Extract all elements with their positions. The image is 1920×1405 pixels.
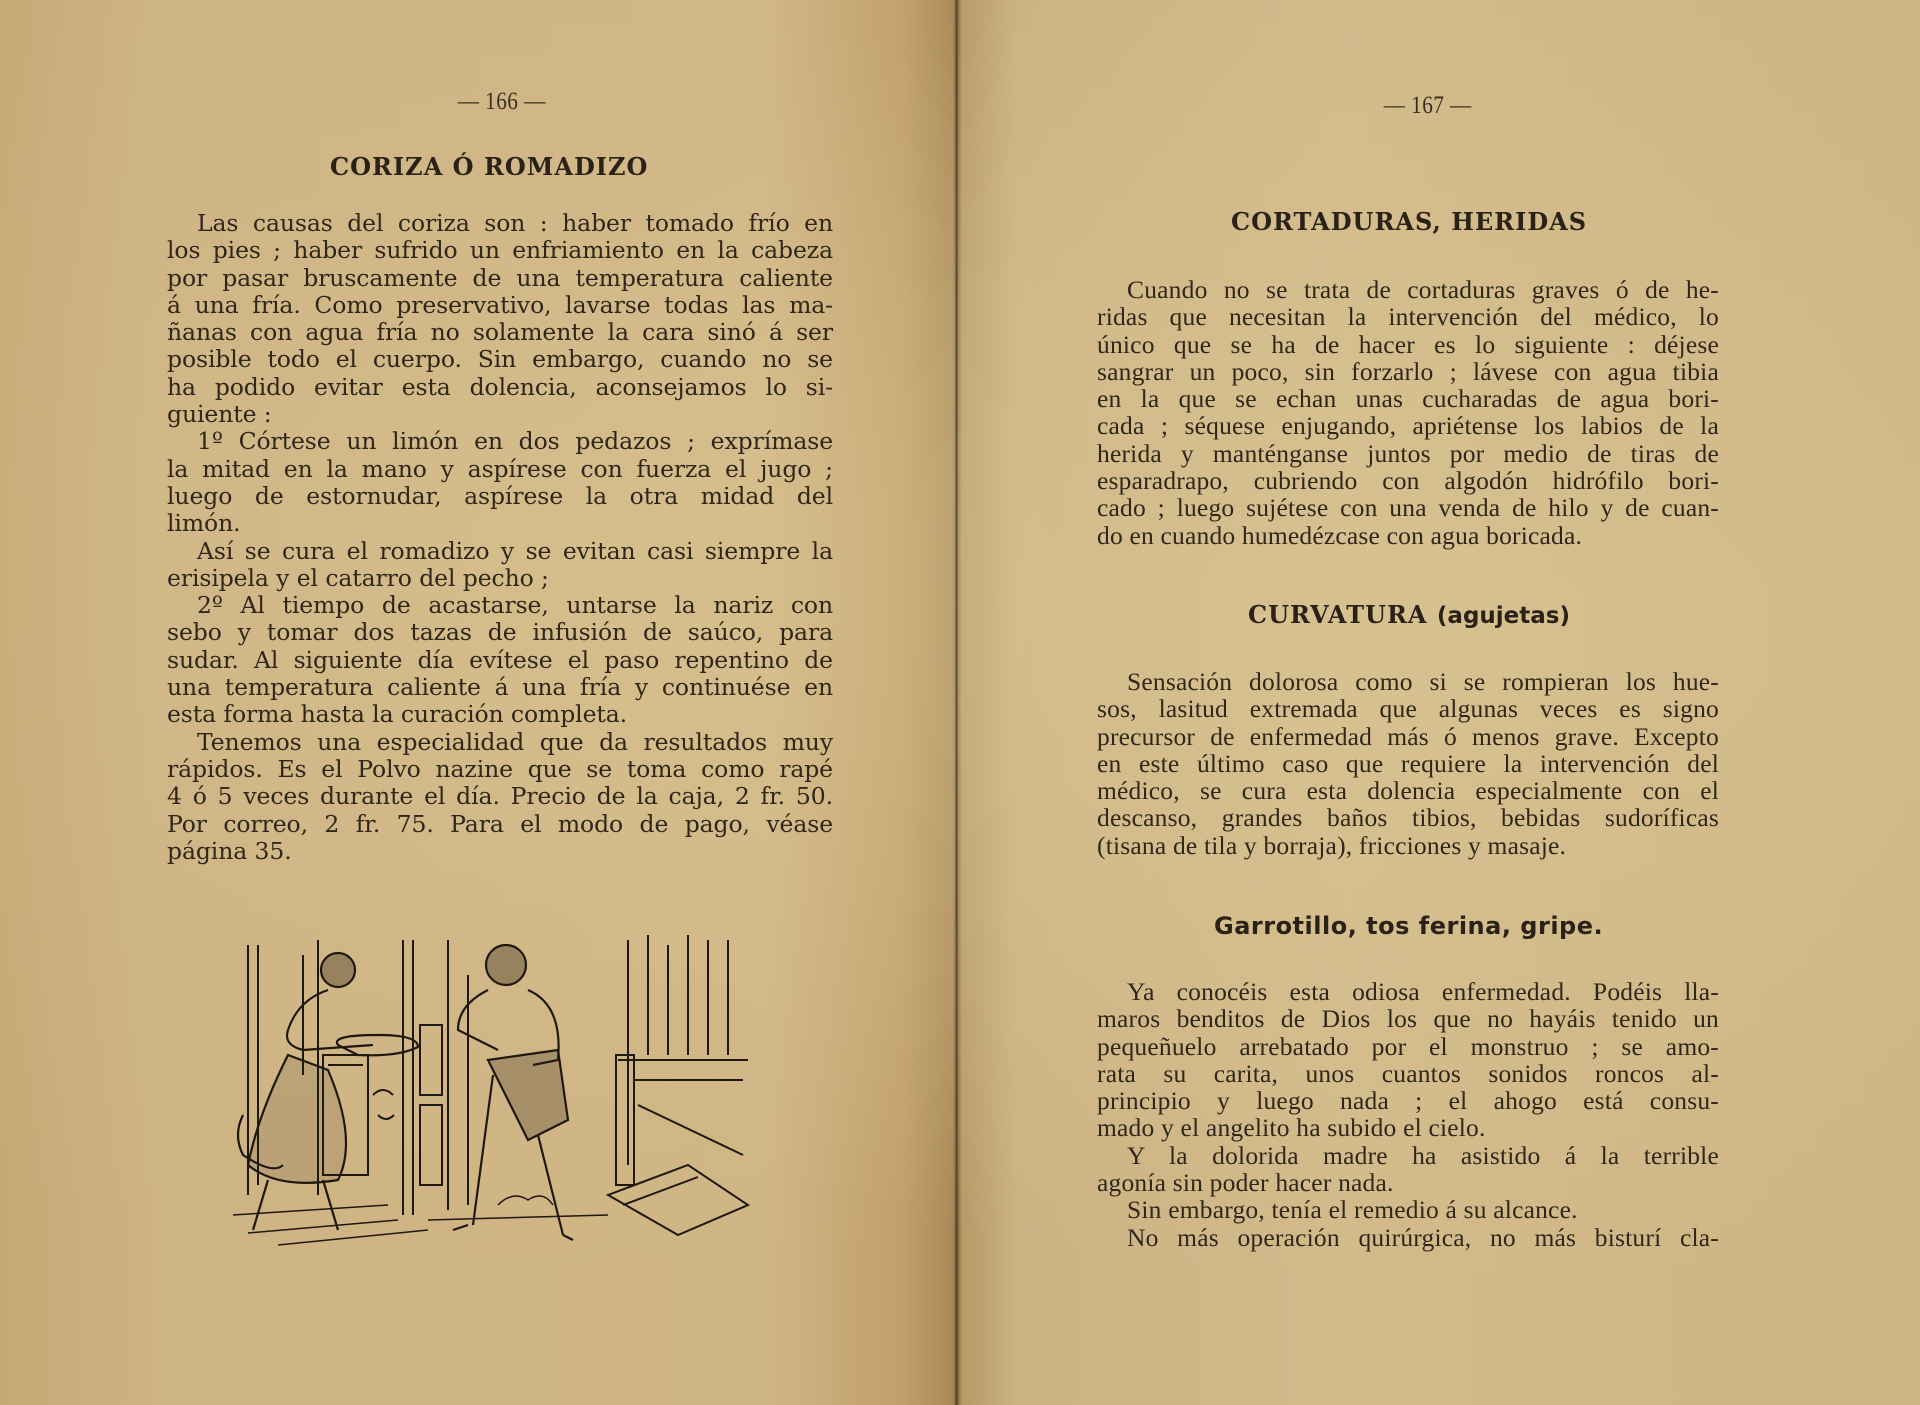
text-line: por pasar bruscamente de una temperatura caliente <box>167 263 833 292</box>
text-line: página 35. <box>167 836 292 865</box>
text-line: Las causas del coriza son : haber tomado frío en <box>197 209 833 237</box>
text-line: maros benditos de Dios los que no hayáis tenido un <box>1097 1004 1719 1034</box>
text-line: Ya conocéis esta odiosa enfermedad. Podéis lla- <box>1127 977 1719 1006</box>
text-line: descanso, grandes baños tibios, bebidas sudoríficas <box>1097 803 1719 833</box>
heading-curvatura-main: CURVATURA <box>1248 600 1428 629</box>
text-line: 2º Al tiempo de acastarse, untarse la nariz con <box>197 591 833 620</box>
text-line: en este último caso que requiere la intervención del <box>1097 748 1719 778</box>
text-line: ridas que necesitan la intervención del médico, lo <box>1097 302 1719 332</box>
text-line: sebo y tomar dos tazas de infusión de saúco, para <box>167 618 833 647</box>
text-line: rata su carita, unos cuantos sonidos roncos al- <box>1097 1058 1719 1088</box>
page-number-left: — 166 — <box>457 88 546 115</box>
text-line: (tisana de tila y borraja), fricciones y masaje. <box>1097 830 1567 860</box>
text-line: á una fría. Como preservativo, lavarse todas las ma- <box>167 290 833 319</box>
text-line: cada ; séquese enjugando, apriétense los labios de la <box>1097 411 1719 441</box>
text-line: la mitad en la mano y aspírese con fuerza el jugo ; <box>167 454 833 483</box>
text-line: limón. <box>167 509 241 538</box>
text-line: Tenemos una especialidad que da resultados muy <box>197 727 833 756</box>
text-line: Por correo, 2 fr. 75. Para el modo de pago, véase <box>167 809 833 838</box>
heading-cortaduras: CORTADURAS, HERIDAS <box>1231 207 1588 236</box>
page-number-right: — 167 — <box>1383 92 1472 119</box>
heading-coriza: CORIZA Ó ROMADIZO <box>330 152 649 181</box>
left-page <box>0 0 957 1405</box>
text-line: Sensación dolorosa como si se rompieran los hue- <box>1127 667 1719 696</box>
text-line: do en cuando humedézcase con agua boricada. <box>1097 520 1583 550</box>
text-line: una temperatura caliente á una fría y continuése en <box>167 673 833 702</box>
text-line: precursor de enfermedad más ó menos grave. Excepto <box>1097 721 1719 751</box>
text-line: esparadrapo, cubriendo con algodón hidrófilo bori- <box>1097 466 1719 496</box>
text-line: 1º Córtese un limón en dos pedazos ; exprímase <box>197 427 833 456</box>
text-line: ñanas con agua fría no solamente la cara sinó á ser <box>167 318 833 347</box>
paragraphs-coriza <box>167 210 833 865</box>
text-line: ha podido evitar esta dolencia, aconsejamos lo si- <box>167 372 833 401</box>
text-line: Y la dolorida madre ha asistido á la terrible <box>1127 1140 1719 1170</box>
text-line: guiente : <box>167 400 272 429</box>
text-line: mado y el angelito ha subido el cielo. <box>1097 1113 1486 1143</box>
text-line: Así se cura el romadizo y se evitan casi siempre la <box>197 536 833 565</box>
heading-curvatura-sub: (agujetas) <box>1436 603 1570 629</box>
paragraphs-curvatura <box>1097 668 1719 859</box>
text-line: No más operación quirúrgica, no más bisturí cla- <box>1127 1222 1719 1252</box>
text-line: único que se ha de hacer es lo siguiente : déjese <box>1097 329 1719 359</box>
paragraphs-cortaduras <box>1097 276 1719 549</box>
text-line: sangrar un poco, sin forzarlo ; lávese con agua tibia <box>1097 356 1719 386</box>
text-line: pequeñuelo arrebatado por el monstruo ; se amo- <box>1097 1031 1719 1061</box>
text-line: médico, se cura esta dolencia especialmente con el <box>1097 776 1719 806</box>
right-page <box>958 0 1920 1405</box>
woodcut-illustration <box>228 915 763 1250</box>
text-line: sudar. Al siguiente día evítese el paso repentino de <box>167 645 833 674</box>
text-line: los pies ; haber sufrido un enfriamiento en la cabeza <box>167 236 833 265</box>
text-line: sos, lasitud extremada que algunas veces es signo <box>1097 694 1719 724</box>
text-line: 4 ó 5 veces durante el día. Precio de la caja, 2 fr. 50. <box>167 782 833 811</box>
text-line: rápidos. Es el Polvo nazine que se toma como rapé <box>167 754 833 783</box>
text-line: Cuando no se trata de cortaduras graves ó de he- <box>1127 275 1719 304</box>
woman-figure <box>238 953 418 1230</box>
door-center <box>373 940 468 1215</box>
text-line: Sin embargo, tenía el remedio á su alcance. <box>1127 1195 1578 1225</box>
text-line: luego de estornudar, aspírese la otra midad del <box>167 481 833 510</box>
heading-garrotillo: Garrotillo, tos ferina, gripe. <box>1214 912 1604 940</box>
text-line: posible todo el cuerpo. Sin embargo, cuando no se <box>167 345 833 374</box>
text-line: esta forma hasta la curación completa. <box>167 700 628 729</box>
text-line: erisipela y el catarro del pecho ; <box>167 563 549 592</box>
text-line: agonía sin poder hacer nada. <box>1097 1168 1394 1198</box>
workbench-right <box>608 935 748 1235</box>
text-line: cado ; luego sujétese con una venda de hilo y de cuan- <box>1097 493 1719 523</box>
text-line: herida y manténganse juntos por medio de tiras de <box>1097 438 1719 468</box>
paragraphs-garrotillo <box>1097 978 1719 1251</box>
text-line: en la que se echan unas cucharadas de agua bori- <box>1097 384 1719 414</box>
text-line: principio y luego nada ; el ahogo está consu- <box>1097 1086 1719 1116</box>
heading-curvatura <box>1248 600 1570 629</box>
floor-boards <box>233 1196 608 1245</box>
